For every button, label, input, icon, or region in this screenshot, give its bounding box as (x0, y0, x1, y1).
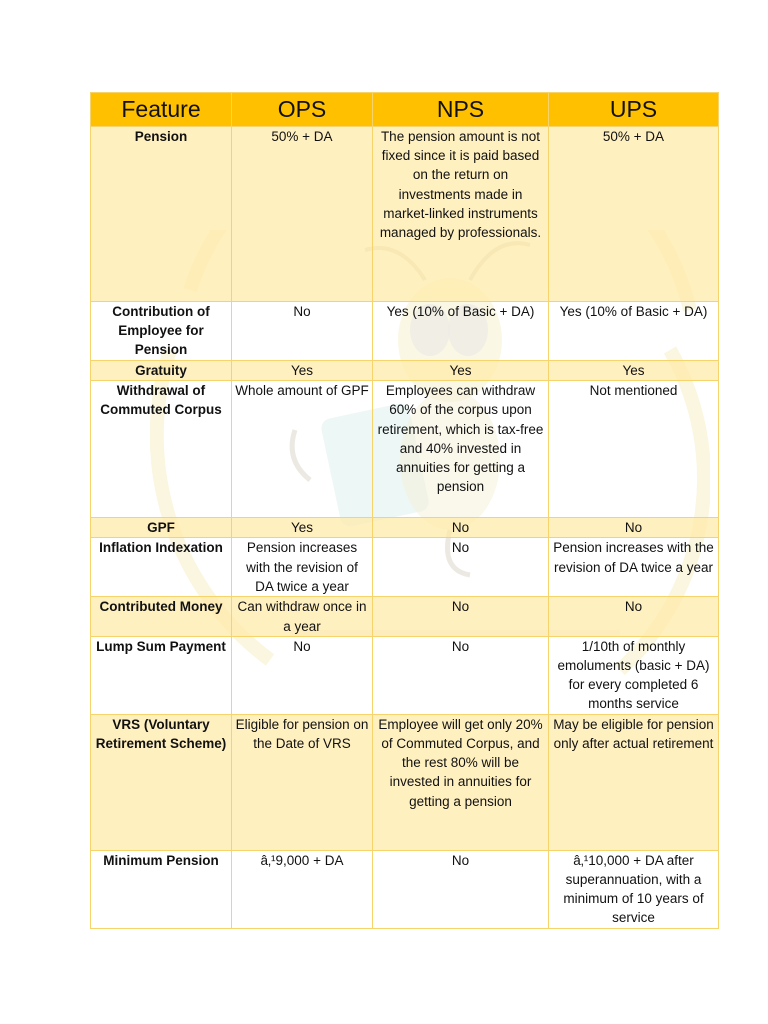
feature-cell: Contributed Money (91, 597, 232, 636)
ups-cell: 1/10th of monthly emoluments (basic + DA) for every completed 6 months service (549, 636, 719, 714)
nps-cell: Yes (373, 361, 549, 381)
header-nps: NPS (373, 93, 549, 127)
ups-cell: Yes (549, 361, 719, 381)
ups-cell: Pension increases with the revision of DA twice a year (549, 538, 719, 597)
header-feature: Feature (91, 93, 232, 127)
ops-cell: 50% + DA (232, 127, 373, 302)
feature-cell: Gratuity (91, 361, 232, 381)
ops-cell: Pension increases with the revision of DA twice a year (232, 538, 373, 597)
ops-cell: Eligible for pension on the Date of VRS (232, 714, 373, 850)
feature-cell: Minimum Pension (91, 850, 232, 928)
ops-cell: No (232, 636, 373, 714)
feature-cell: Contribution of Employee for Pension (91, 302, 232, 361)
ups-cell: 50% + DA (549, 127, 719, 302)
nps-cell: Yes (10% of Basic + DA) (373, 302, 549, 361)
nps-cell: Employee will get only 20% of Commuted Corpus, and the rest 80% will be invested in annuities for getting a pension (373, 714, 549, 850)
ops-cell: No (232, 302, 373, 361)
table-row (91, 361, 719, 381)
ups-cell: â‚¹10,000 + DA after superannuation, with a minimum of 10 years of service (549, 850, 719, 928)
table-row (91, 381, 719, 518)
ups-cell: No (549, 518, 719, 538)
nps-cell: The pension amount is not fixed since it is paid based on the return on investments made in market-linked instruments managed by professionals. (373, 127, 549, 302)
nps-cell: No (373, 538, 549, 597)
feature-cell: Pension (91, 127, 232, 302)
table-row (91, 714, 719, 850)
table-row (91, 597, 719, 636)
nps-cell: No (373, 850, 549, 928)
feature-cell: Lump Sum Payment (91, 636, 232, 714)
feature-cell: Withdrawal of Commuted Corpus (91, 381, 232, 518)
ops-cell: â‚¹9,000 + DA (232, 850, 373, 928)
nps-cell: No (373, 518, 549, 538)
table-row (91, 127, 719, 302)
table-header-row (91, 93, 719, 127)
table-row (91, 538, 719, 597)
table-row (91, 850, 719, 928)
ops-cell: Yes (232, 361, 373, 381)
header-ops: OPS (232, 93, 373, 127)
ops-cell: Yes (232, 518, 373, 538)
ups-cell: May be eligible for pension only after actual retirement (549, 714, 719, 850)
feature-cell: GPF (91, 518, 232, 538)
ups-cell: Not mentioned (549, 381, 719, 518)
nps-cell: No (373, 636, 549, 714)
ops-cell: Can withdraw once in a year (232, 597, 373, 636)
table-row (91, 302, 719, 361)
nps-cell: No (373, 597, 549, 636)
feature-cell: VRS (Voluntary Retirement Scheme) (91, 714, 232, 850)
ups-cell: Yes (10% of Basic + DA) (549, 302, 719, 361)
ups-cell: No (549, 597, 719, 636)
pension-comparison-table (90, 92, 719, 929)
ops-cell: Whole amount of GPF (232, 381, 373, 518)
nps-cell: Employees can withdraw 60% of the corpus upon retirement, which is tax-free and 40% invested in annuities for getting a pension (373, 381, 549, 518)
header-ups: UPS (549, 93, 719, 127)
table-row (91, 636, 719, 714)
table-row (91, 518, 719, 538)
feature-cell: Inflation Indexation (91, 538, 232, 597)
